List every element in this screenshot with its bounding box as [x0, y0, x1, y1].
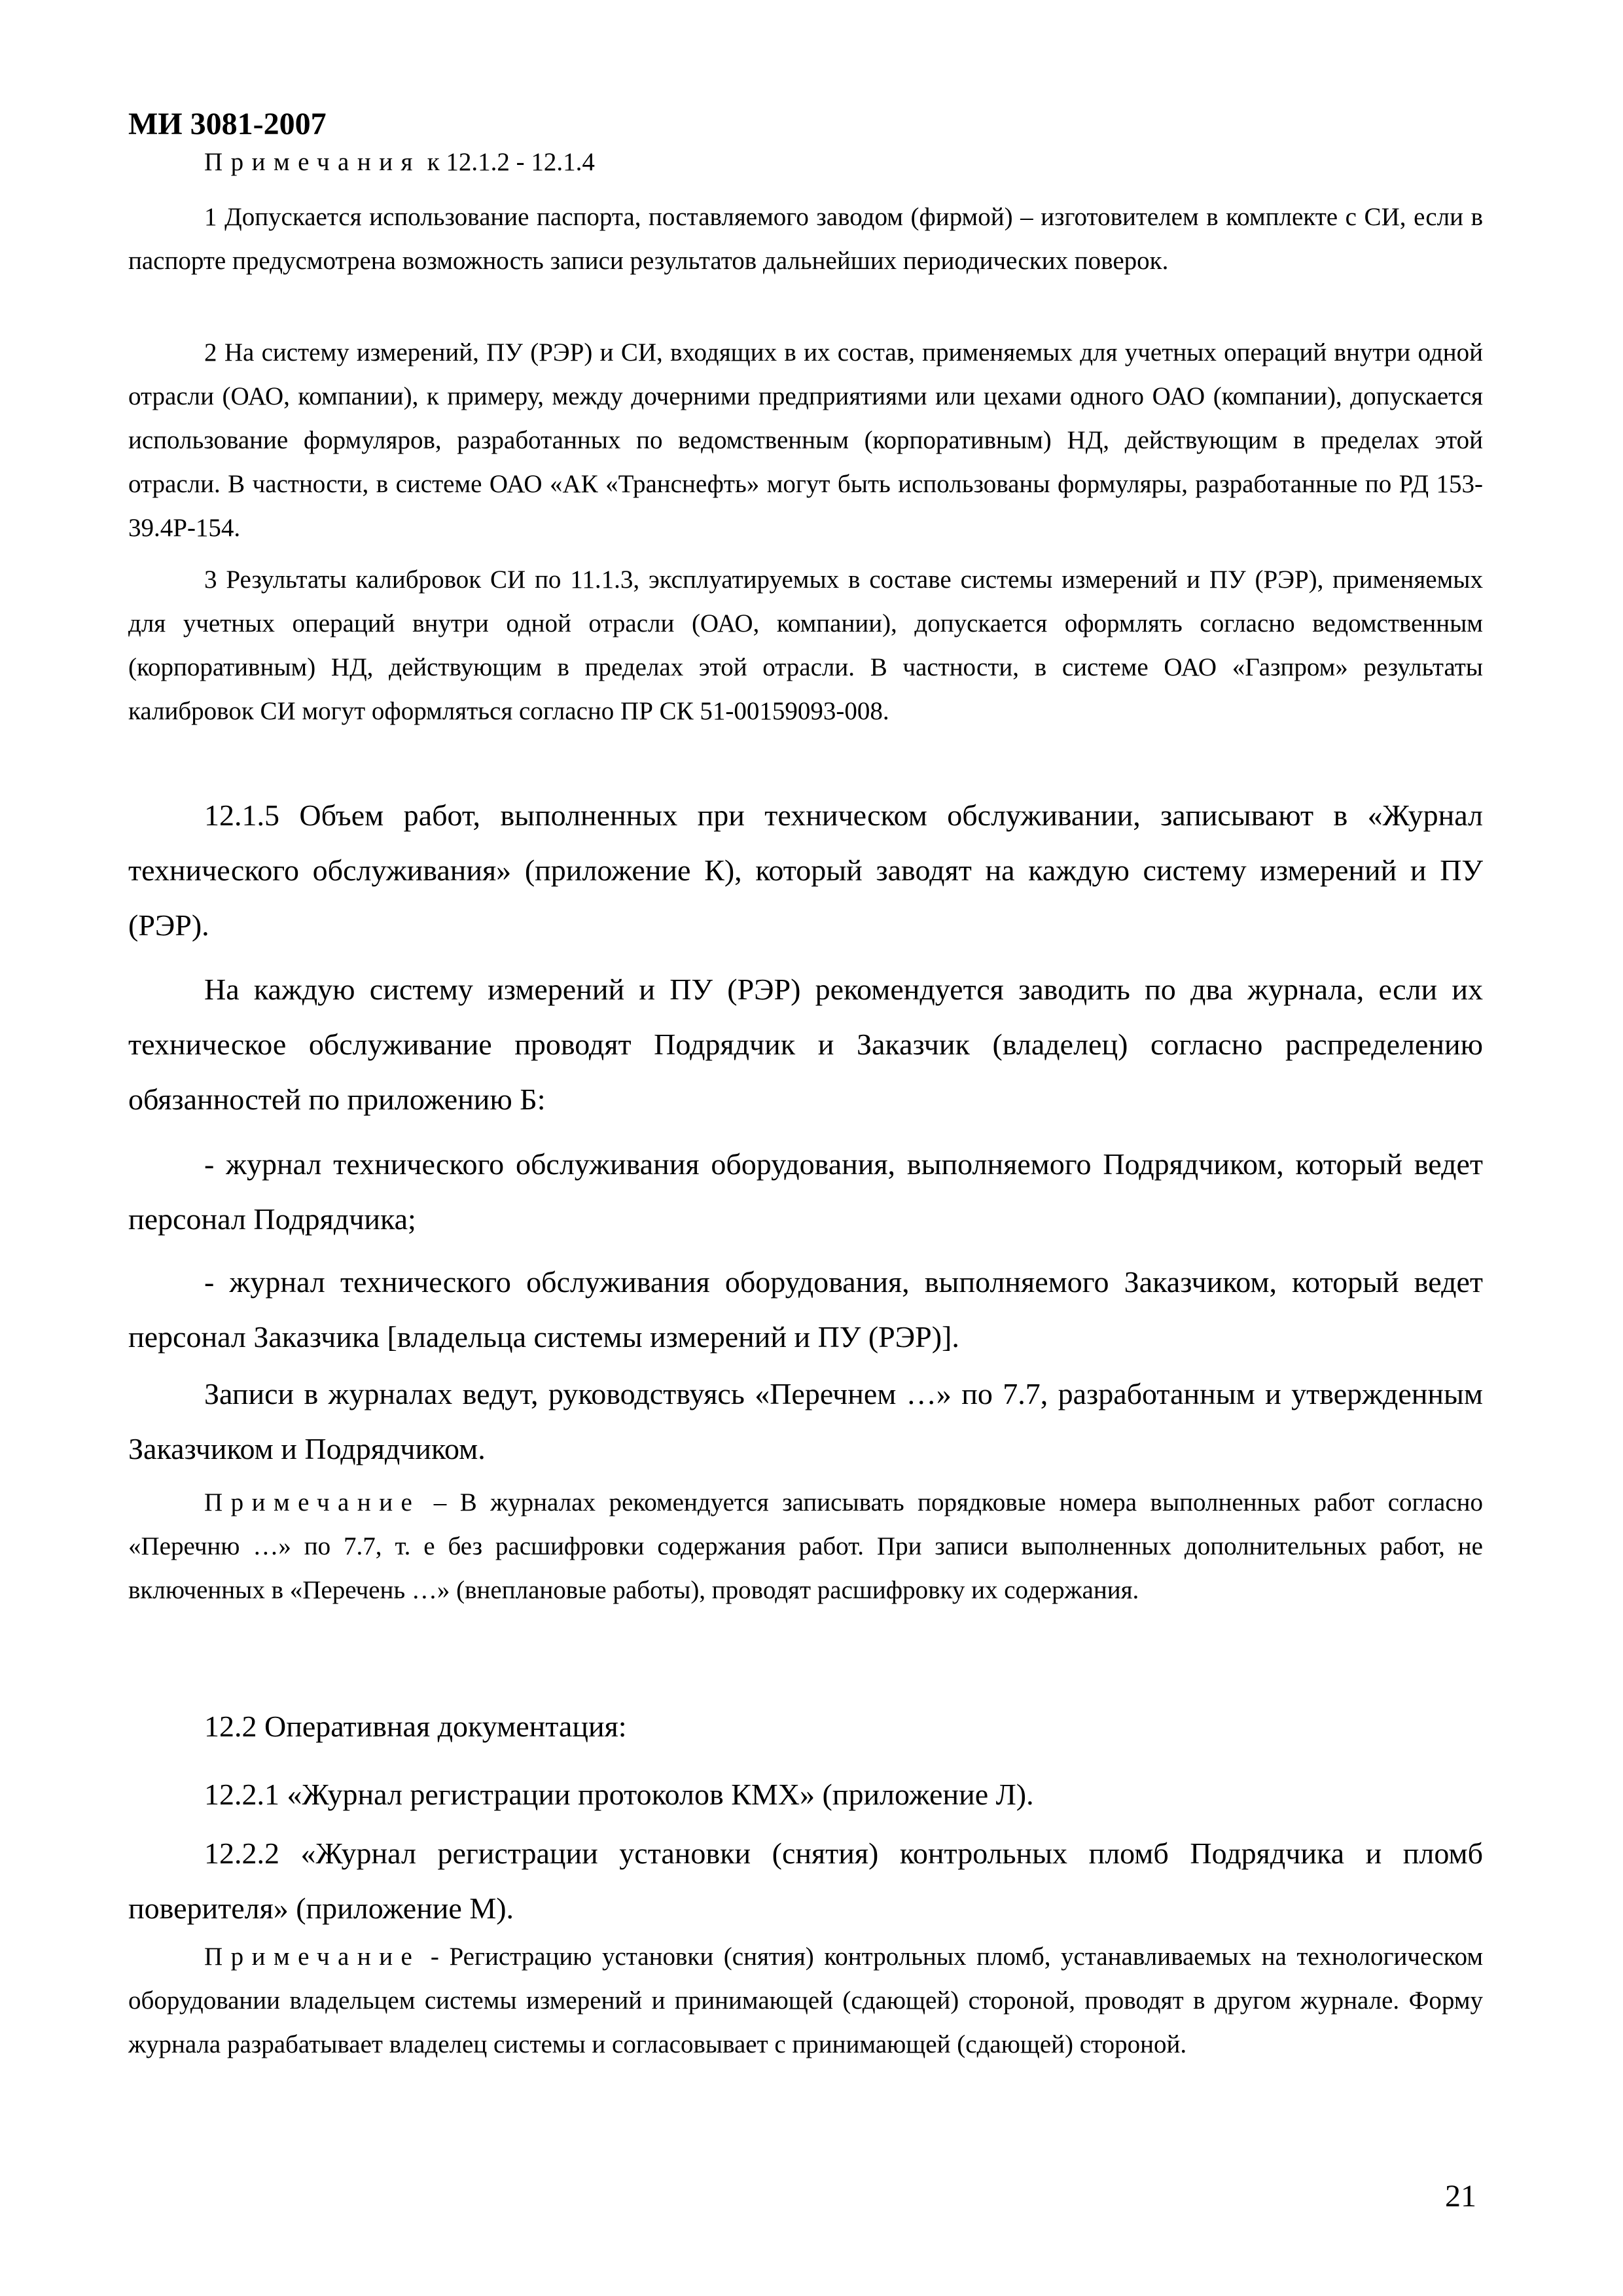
- note-3: 3 Результаты калибровок СИ по 11.1.3, эксплуатируемых в составе системы измерений и ПУ (РЭР), применяемых для учетных операций внутри одной отрасли (ОАО, компании), допускается оформлять согласно ведомственным (корпоративным) НД, действующим в пределах этой отрасли. В частности, в системе ОАО «Газпром» результаты калибровок СИ могут оформляться согласно ПР СК 51-00159093-008.: [128, 565, 1483, 725]
- section-12-2-1: 12.2.1 «Журнал регистрации протоколов КМХ» (приложение Л).: [204, 1778, 1034, 1811]
- note-journals: [128, 1480, 1483, 1612]
- note-1: 1 Допускается использование паспорта, поставляемого заводом (фирмой) – изготовителем в комплекте с СИ, если в паспорте предусмотрена возможность записи результатов дальнейших периодических поверок.: [128, 203, 1483, 275]
- section-12-2-2: 12.2.2 «Журнал регистрации установки (снятия) контрольных пломб Подрядчика и пломб поверителя» (приложение М).: [128, 1837, 1483, 1925]
- notes-heading-label: Примечания: [204, 148, 421, 176]
- note-seals: [128, 1935, 1483, 2066]
- notes-heading-rest: к 12.1.2 - 12.1.4: [420, 148, 595, 176]
- document-header: МИ 3081-2007: [128, 107, 327, 141]
- note-journals-text: – В журналах рекомендуется записывать порядковые номера выполненных работ согласно «Перечню …» по 7.7, т. е без расшифровки содержания работ. При записи выполненных дополнительных работ, не включенных в «Перечень …» (внеплановые работы), проводят расшифровку их содержания.: [128, 1488, 1483, 1604]
- note-seals-text: - Регистрацию установки (снятия) контрольных пломб, устанавливаемых на технологическом оборудовании владельцем системы измерений и принимающей (сдающей) стороной, проводят в другом журнале. Форму журнала разрабатывает владелец системы и согласовывает с принимающей (сдающей) стороной.: [128, 1943, 1483, 2058]
- page-number: 21: [1445, 2179, 1476, 2214]
- paragraph-records: Записи в журналах ведут, руководствуясь «Перечнем …» по 7.7, разработанным и утвержденным Заказчиком и Подрядчиком.: [128, 1377, 1483, 1465]
- note-journals-label: Примечание: [204, 1488, 421, 1516]
- paragraph-two-journals: На каждую систему измерений и ПУ (РЭР) рекомендуется заводить по два журнала, если их техническое обслуживание проводят Подрядчик и Заказчик (владелец) согласно распределению обязанностей по приложению Б:: [128, 973, 1483, 1116]
- paragraph-12-1-5: 12.1.5 Объем работ, выполненных при техническом обслуживании, записывают в «Журнал технического обслуживания» (приложение К), который заводят на каждую систему измерений и ПУ (РЭР).: [128, 798, 1483, 942]
- list-item-journal-contractor: - журнал технического обслуживания оборудования, выполняемого Подрядчиком, который ведет персонал Подрядчика;: [128, 1147, 1483, 1236]
- note-seals-label: Примечание: [204, 1943, 421, 1971]
- section-12-2-title: 12.2 Оперативная документация:: [204, 1710, 627, 1743]
- notes-heading: [128, 140, 1483, 184]
- list-item-journal-customer: - журнал технического обслуживания оборудования, выполняемого Заказчиком, который ведет персонал Заказчика [владельца системы измерений и ПУ (РЭР)].: [128, 1265, 1483, 1354]
- note-2: 2 На систему измерений, ПУ (РЭР) и СИ, входящих в их состав, применяемых для учетных операций внутри одной отрасли (ОАО, компании), к примеру, между дочерними предприятиями или цехами одного ОАО (компании), допускается использование формуляров, разработанных по ведомственным (корпоративным) НД, действующим в пределах этой отрасли. В частности, в системе ОАО «АК «Транснефть» могут быть использованы формуляры, разработанные по РД 153-39.4Р-154.: [128, 338, 1483, 542]
